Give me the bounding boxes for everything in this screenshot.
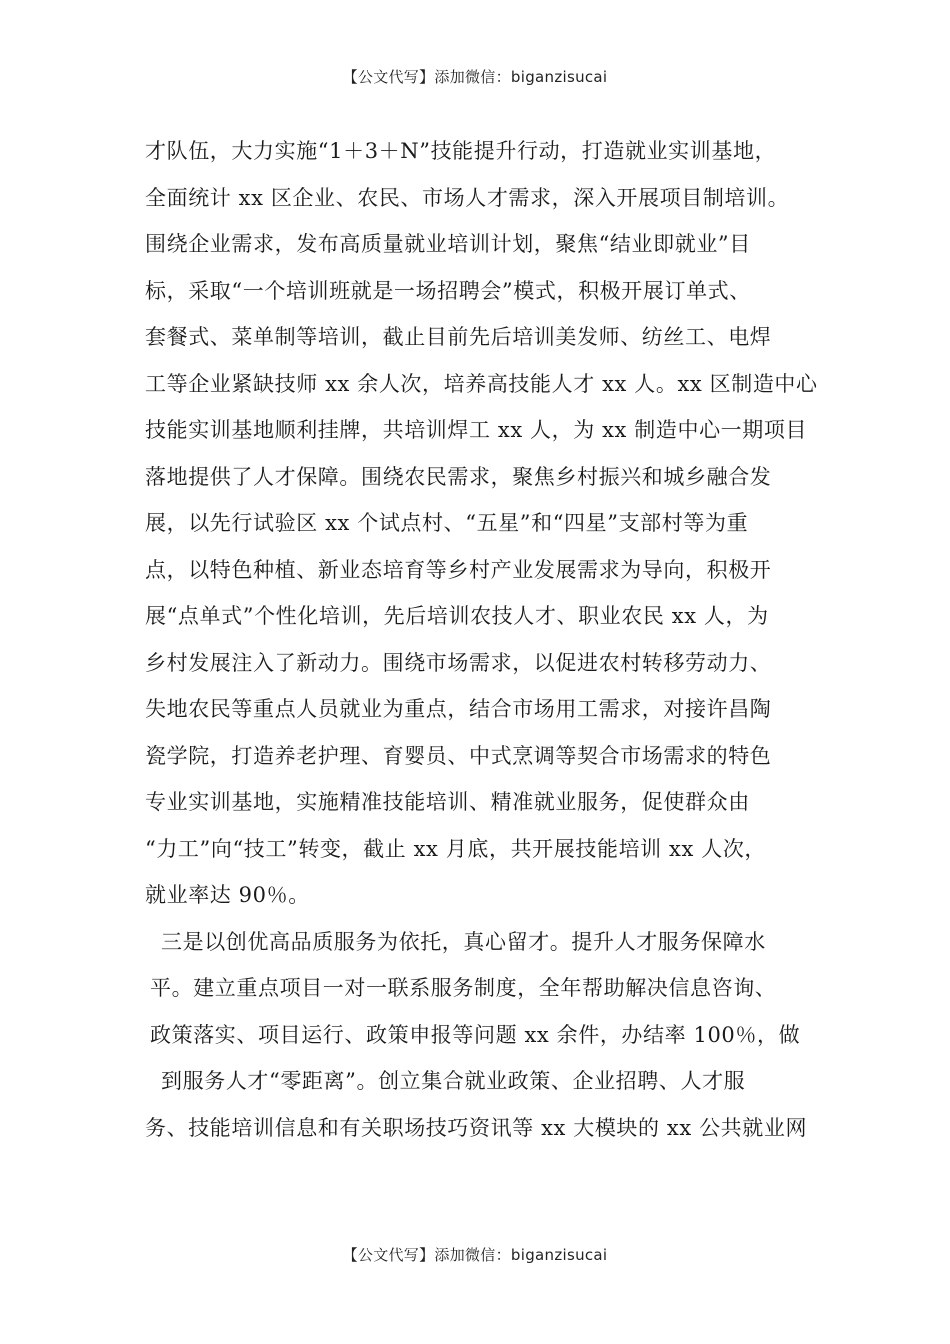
text-line: 三是以创优高品质服务为依托，真心留才。提升人才服务保障水 [161, 929, 766, 954]
text-line: 展“点单式”个性化培训，先后培训农技人才、职业农民 xx 人，为 [145, 604, 769, 628]
text-line: 才队伍，大力实施“1＋3＋N”技能提升行动，打造就业实训基地， [145, 139, 777, 163]
document-body [145, 128, 825, 1151]
text-line: 围绕企业需求，发布高质量就业培训计划，聚焦“结业即就业”目 [145, 232, 751, 256]
text-line: 务、技能培训信息和有关职场技巧资讯等 xx 大模块的 xx 公共就业网 [145, 1115, 808, 1140]
text-line: 技能实训基地顺利挂牌，共培训焊工 xx 人，为 xx 制造中心一期项目 [145, 418, 808, 442]
text-line: 工等企业紧缺技师 xx 余人次，培养高技能人才 xx 人。xx 区制造中心 [145, 371, 818, 396]
text-line: 政策落实、项目运行、政策申报等问题 xx 余件，办结率 100％，做 [150, 1022, 801, 1047]
text-line: 全面统计 xx 区企业、农民、市场人才需求，深入开展项目制培训。 [145, 185, 790, 210]
text-line: “力工”向“技工”转变，截止 xx 月底，共开展技能培训 xx 人次， [145, 836, 767, 861]
text-line: 标，采取“一个培训班就是一场招聘会”模式，积极开展订单式、 [145, 278, 751, 303]
text-line: 落地提供了人才保障。围绕农民需求，聚焦乡村振兴和城乡融合发 [145, 464, 772, 489]
paragraph-2 [145, 919, 825, 1152]
page-header: 【公文代写】添加微信：biganzisucai [342, 68, 608, 86]
text-line: 失地农民等重点人员就业为重点，结合市场用工需求，对接许昌陶 [145, 697, 772, 721]
text-line: 到服务人才“零距离”。创立集合就业政策、企业招聘、人才服 [161, 1069, 746, 1093]
text-line: 乡村发展注入了新动力。围绕市场需求，以促进农村转移劳动力、 [145, 650, 772, 675]
text-line: 平。建立重点项目一对一联系服务制度，全年帮助解决信息咨询、 [150, 976, 777, 1000]
paragraph-1 [145, 128, 825, 919]
text-line: 瓷学院，打造养老护理、育婴员、中式烹调等契合市场需求的特色 [145, 743, 772, 768]
text-line: 就业率达 90％。 [145, 883, 310, 907]
page-footer: 【公文代写】添加微信：biganzisucai [342, 1246, 608, 1264]
text-line: 展，以先行试验区 xx 个试点村、“五星”和“四星”支部村等为重 [145, 511, 749, 535]
text-line: 套餐式、菜单制等培训，截止目前先后培训美发师、纺丝工、电焊 [145, 325, 772, 349]
text-line: 点，以特色种植、新业态培育等乡村产业发展需求为导向，积极开 [145, 557, 772, 582]
text-line: 专业实训基地，实施精准技能培训、精准就业服务，促使群众由 [145, 790, 750, 814]
